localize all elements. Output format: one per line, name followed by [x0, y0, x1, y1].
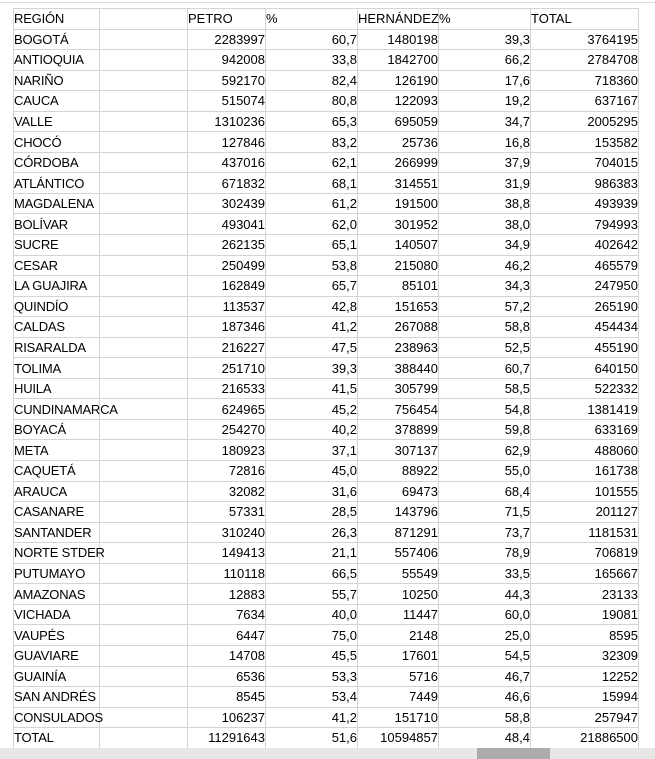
cell-spacer[interactable] — [100, 214, 188, 235]
region-row — [14, 276, 639, 297]
cell-petro[interactable]: 6536 — [188, 666, 266, 687]
cell-region[interactable]: HUILA — [14, 378, 100, 399]
cell-total[interactable]: 704015 — [531, 152, 639, 173]
cell-total[interactable]: 12252 — [531, 666, 639, 687]
cell-hernandez[interactable]: 266999 — [358, 152, 439, 173]
cell-hernandez-pct[interactable]: 46,6 — [439, 687, 531, 708]
cell-petro-pct[interactable]: 82,4 — [266, 70, 358, 91]
cell-region[interactable]: PUTUMAYO — [14, 563, 100, 584]
cell-spacer[interactable] — [100, 419, 188, 440]
cell-hernandez-pct[interactable]: 60,7 — [439, 358, 531, 379]
header-spacer[interactable] — [100, 9, 188, 30]
region-row — [14, 687, 639, 708]
cell-spacer[interactable] — [100, 645, 188, 666]
cell-spacer[interactable] — [100, 687, 188, 708]
cell-hernandez[interactable]: 2148 — [358, 625, 439, 646]
cell-region[interactable]: NARIÑO — [14, 70, 100, 91]
cell-petro-pct[interactable]: 80,8 — [266, 91, 358, 112]
cell-spacer[interactable] — [100, 584, 188, 605]
cell-petro[interactable]: 8545 — [188, 687, 266, 708]
cell-hernandez-pct[interactable]: 66,2 — [439, 50, 531, 71]
cell-petro[interactable]: 72816 — [188, 461, 266, 482]
cell-petro-pct[interactable]: 65,1 — [266, 235, 358, 256]
cell-spacer[interactable] — [100, 70, 188, 91]
cell-hernandez-pct[interactable]: 16,8 — [439, 132, 531, 153]
cell-total[interactable]: 32309 — [531, 645, 639, 666]
region-row — [14, 707, 639, 728]
region-row — [14, 378, 639, 399]
cell-spacer[interactable] — [100, 358, 188, 379]
cell-petro-pct[interactable]: 45,5 — [266, 645, 358, 666]
cell-hernandez[interactable]: 5716 — [358, 666, 439, 687]
cell-spacer[interactable] — [100, 481, 188, 502]
cell-hernandez-pct[interactable]: 54,8 — [439, 399, 531, 420]
cell-petro-pct[interactable]: 53,8 — [266, 255, 358, 276]
cell-petro[interactable]: 216533 — [188, 378, 266, 399]
cell-spacer[interactable] — [100, 111, 188, 132]
cell-petro[interactable]: 180923 — [188, 440, 266, 461]
cell-hernandez-pct[interactable]: 58,5 — [439, 378, 531, 399]
cell-region[interactable]: SUCRE — [14, 235, 100, 256]
cell-spacer[interactable] — [100, 152, 188, 173]
cell-hernandez-pct[interactable]: 78,9 — [439, 543, 531, 564]
cell-hernandez[interactable]: 55549 — [358, 563, 439, 584]
cell-total[interactable]: 21886500 — [531, 728, 639, 749]
cell-hernandez[interactable]: 11447 — [358, 604, 439, 625]
header-total[interactable]: TOTAL — [531, 9, 639, 30]
cell-region[interactable]: TOTAL — [14, 728, 100, 749]
cell-spacer[interactable] — [100, 317, 188, 338]
cell-region[interactable]: RISARALDA — [14, 337, 100, 358]
cell-petro-pct[interactable]: 65,3 — [266, 111, 358, 132]
cell-petro[interactable]: 251710 — [188, 358, 266, 379]
region-row — [14, 29, 639, 50]
cell-spacer[interactable] — [100, 193, 188, 214]
cell-hernandez-pct[interactable]: 37,9 — [439, 152, 531, 173]
cell-total[interactable]: 633169 — [531, 419, 639, 440]
cell-hernandez[interactable]: 238963 — [358, 337, 439, 358]
region-row — [14, 419, 639, 440]
cell-total[interactable]: 23133 — [531, 584, 639, 605]
cell-region[interactable]: VAUPÉS — [14, 625, 100, 646]
cell-hernandez[interactable]: 305799 — [358, 378, 439, 399]
region-row — [14, 522, 639, 543]
cell-hernandez-pct[interactable]: 17,6 — [439, 70, 531, 91]
cell-hernandez[interactable]: 1842700 — [358, 50, 439, 71]
cell-petro-pct[interactable]: 26,3 — [266, 522, 358, 543]
cell-hernandez[interactable]: 126190 — [358, 70, 439, 91]
cell-petro-pct[interactable]: 42,8 — [266, 296, 358, 317]
cell-petro[interactable]: 162849 — [188, 276, 266, 297]
region-row — [14, 214, 639, 235]
region-row — [14, 193, 639, 214]
results-table — [13, 8, 639, 749]
cell-region[interactable]: MAGDALENA — [14, 193, 100, 214]
cell-region[interactable]: VICHADA — [14, 604, 100, 625]
cell-hernandez-pct[interactable]: 33,5 — [439, 563, 531, 584]
cell-hernandez[interactable]: 151710 — [358, 707, 439, 728]
horizontal-scrollbar[interactable] — [0, 748, 655, 759]
cell-petro[interactable]: 6447 — [188, 625, 266, 646]
total-row — [14, 728, 639, 749]
cell-total[interactable]: 637167 — [531, 91, 639, 112]
cell-hernandez[interactable]: 557406 — [358, 543, 439, 564]
region-row — [14, 502, 639, 523]
cell-petro-pct[interactable]: 40,0 — [266, 604, 358, 625]
cell-petro[interactable]: 671832 — [188, 173, 266, 194]
cell-hernandez[interactable]: 871291 — [358, 522, 439, 543]
region-row — [14, 563, 639, 584]
cell-petro[interactable]: 1310236 — [188, 111, 266, 132]
cell-hernandez[interactable]: 10250 — [358, 584, 439, 605]
cell-hernandez-pct[interactable]: 38,8 — [439, 193, 531, 214]
cell-hernandez-pct[interactable]: 48,4 — [439, 728, 531, 749]
header-region[interactable]: REGIÓN — [14, 9, 100, 30]
cell-petro[interactable]: 254270 — [188, 419, 266, 440]
cell-petro-pct[interactable]: 39,3 — [266, 358, 358, 379]
cell-petro[interactable]: 302439 — [188, 193, 266, 214]
cell-petro-pct[interactable]: 51,6 — [266, 728, 358, 749]
region-row — [14, 461, 639, 482]
cell-petro-pct[interactable]: 31,6 — [266, 481, 358, 502]
cell-petro[interactable]: 32082 — [188, 481, 266, 502]
cell-region[interactable]: CHOCÓ — [14, 132, 100, 153]
cell-region[interactable]: CÓRDOBA — [14, 152, 100, 173]
cell-region[interactable]: SANTANDER — [14, 522, 100, 543]
cell-region[interactable]: SAN ANDRÉS — [14, 687, 100, 708]
cell-hernandez-pct[interactable]: 46,7 — [439, 666, 531, 687]
cell-spacer[interactable] — [100, 707, 188, 728]
cell-petro-pct[interactable]: 37,1 — [266, 440, 358, 461]
cell-petro-pct[interactable]: 65,7 — [266, 276, 358, 297]
cell-petro-pct[interactable]: 68,1 — [266, 173, 358, 194]
cell-hernandez[interactable]: 88922 — [358, 461, 439, 482]
cell-region[interactable]: ANTIOQUIA — [14, 50, 100, 71]
cell-total[interactable]: 153582 — [531, 132, 639, 153]
cell-hernandez-pct[interactable]: 68,4 — [439, 481, 531, 502]
cell-hernandez[interactable]: 85101 — [358, 276, 439, 297]
cell-petro[interactable]: 149413 — [188, 543, 266, 564]
scrollbar-thumb[interactable] — [477, 748, 550, 759]
cell-hernandez[interactable]: 388440 — [358, 358, 439, 379]
region-row — [14, 399, 639, 420]
cell-hernandez[interactable]: 69473 — [358, 481, 439, 502]
cell-petro-pct[interactable]: 62,1 — [266, 152, 358, 173]
cell-hernandez-pct[interactable]: 39,3 — [439, 29, 531, 50]
cell-petro[interactable]: 187346 — [188, 317, 266, 338]
cell-spacer[interactable] — [100, 91, 188, 112]
cell-hernandez[interactable]: 314551 — [358, 173, 439, 194]
cell-petro-pct[interactable]: 83,2 — [266, 132, 358, 153]
region-row — [14, 296, 639, 317]
region-row — [14, 132, 639, 153]
cell-hernandez-pct[interactable]: 73,7 — [439, 522, 531, 543]
cell-petro[interactable]: 493041 — [188, 214, 266, 235]
cell-total[interactable]: 161738 — [531, 461, 639, 482]
cell-total[interactable]: 718360 — [531, 70, 639, 91]
cell-spacer[interactable] — [100, 50, 188, 71]
region-row — [14, 645, 639, 666]
cell-petro-pct[interactable]: 53,3 — [266, 666, 358, 687]
region-row — [14, 91, 639, 112]
cell-total[interactable]: 706819 — [531, 543, 639, 564]
cell-total[interactable]: 101555 — [531, 481, 639, 502]
cell-region[interactable]: ATLÁNTICO — [14, 173, 100, 194]
region-row — [14, 111, 639, 132]
cell-hernandez[interactable]: 301952 — [358, 214, 439, 235]
region-row — [14, 152, 639, 173]
region-row — [14, 543, 639, 564]
cell-total[interactable]: 19081 — [531, 604, 639, 625]
cell-hernandez[interactable]: 140507 — [358, 235, 439, 256]
region-row — [14, 358, 639, 379]
cell-region[interactable]: BOGOTÁ — [14, 29, 100, 50]
cell-spacer[interactable] — [100, 296, 188, 317]
region-row — [14, 235, 639, 256]
cell-hernandez-pct[interactable]: 59,8 — [439, 419, 531, 440]
cell-total[interactable]: 493939 — [531, 193, 639, 214]
cell-total[interactable]: 3764195 — [531, 29, 639, 50]
cell-total[interactable]: 402642 — [531, 235, 639, 256]
cell-hernandez-pct[interactable]: 55,0 — [439, 461, 531, 482]
cell-spacer[interactable] — [100, 378, 188, 399]
cell-spacer[interactable] — [100, 543, 188, 564]
cell-spacer[interactable] — [100, 563, 188, 584]
cell-petro[interactable]: 110118 — [188, 563, 266, 584]
cell-hernandez[interactable]: 215080 — [358, 255, 439, 276]
cell-petro-pct[interactable]: 41,5 — [266, 378, 358, 399]
cell-total[interactable]: 265190 — [531, 296, 639, 317]
header-petro[interactable]: PETRO — [188, 9, 266, 30]
cell-total[interactable]: 257947 — [531, 707, 639, 728]
cell-petro[interactable]: 14708 — [188, 645, 266, 666]
cell-petro[interactable]: 310240 — [188, 522, 266, 543]
cell-total[interactable]: 454434 — [531, 317, 639, 338]
cell-petro[interactable]: 515074 — [188, 91, 266, 112]
cell-spacer[interactable] — [100, 132, 188, 153]
cell-total[interactable]: 488060 — [531, 440, 639, 461]
cell-hernandez-pct[interactable]: 46,2 — [439, 255, 531, 276]
cell-petro[interactable]: 11291643 — [188, 728, 266, 749]
cell-petro-pct[interactable]: 66,5 — [266, 563, 358, 584]
cell-region[interactable]: GUAVIARE — [14, 645, 100, 666]
cell-petro[interactable]: 262135 — [188, 235, 266, 256]
cell-spacer[interactable] — [100, 522, 188, 543]
cell-petro[interactable]: 2283997 — [188, 29, 266, 50]
region-row — [14, 70, 639, 91]
cell-hernandez-pct[interactable]: 31,9 — [439, 173, 531, 194]
cell-petro-pct[interactable]: 33,8 — [266, 50, 358, 71]
cell-spacer[interactable] — [100, 276, 188, 297]
cell-region[interactable]: TOLIMA — [14, 358, 100, 379]
cell-region[interactable]: BOLÍVAR — [14, 214, 100, 235]
cell-total[interactable]: 247950 — [531, 276, 639, 297]
header-row — [14, 9, 639, 30]
cell-hernandez-pct[interactable]: 44,3 — [439, 584, 531, 605]
cell-hernandez[interactable]: 191500 — [358, 193, 439, 214]
cell-hernandez[interactable]: 1480198 — [358, 29, 439, 50]
cell-hernandez-pct[interactable]: 62,9 — [439, 440, 531, 461]
cell-hernandez[interactable]: 151653 — [358, 296, 439, 317]
cell-region[interactable]: QUINDÍO — [14, 296, 100, 317]
region-row — [14, 666, 639, 687]
cell-petro-pct[interactable]: 60,7 — [266, 29, 358, 50]
cell-spacer[interactable] — [100, 728, 188, 749]
cell-region[interactable]: VALLE — [14, 111, 100, 132]
cell-petro-pct[interactable]: 53,4 — [266, 687, 358, 708]
cell-total[interactable]: 465579 — [531, 255, 639, 276]
cell-region[interactable]: NORTE STDER — [14, 543, 100, 564]
cell-total[interactable]: 794993 — [531, 214, 639, 235]
cell-hernandez[interactable]: 10594857 — [358, 728, 439, 749]
region-row — [14, 50, 639, 71]
cell-petro[interactable]: 7634 — [188, 604, 266, 625]
cell-spacer[interactable] — [100, 666, 188, 687]
cell-hernandez-pct[interactable]: 60,0 — [439, 604, 531, 625]
cell-spacer[interactable] — [100, 235, 188, 256]
cell-hernandez[interactable]: 17601 — [358, 645, 439, 666]
cell-region[interactable]: CONSULADOS — [14, 707, 100, 728]
cell-petro-pct[interactable]: 47,5 — [266, 337, 358, 358]
cell-petro-pct[interactable]: 41,2 — [266, 707, 358, 728]
cell-spacer[interactable] — [100, 625, 188, 646]
cell-spacer[interactable] — [100, 255, 188, 276]
cell-region[interactable]: LA GUAJIRA — [14, 276, 100, 297]
cell-hernandez-pct[interactable]: 34,9 — [439, 235, 531, 256]
cell-hernandez-pct[interactable]: 38,0 — [439, 214, 531, 235]
cell-region[interactable]: ARAUCA — [14, 481, 100, 502]
cell-hernandez-pct[interactable]: 58,8 — [439, 707, 531, 728]
cell-spacer[interactable] — [100, 502, 188, 523]
cell-total[interactable]: 2005295 — [531, 111, 639, 132]
cell-total[interactable]: 986383 — [531, 173, 639, 194]
cell-hernandez-pct[interactable]: 34,7 — [439, 111, 531, 132]
cell-total[interactable]: 15994 — [531, 687, 639, 708]
cell-region[interactable]: META — [14, 440, 100, 461]
cell-hernandez[interactable]: 307137 — [358, 440, 439, 461]
cell-hernandez-pct[interactable]: 54,5 — [439, 645, 531, 666]
cell-spacer[interactable] — [100, 29, 188, 50]
cell-region[interactable]: GUAINÍA — [14, 666, 100, 687]
cell-total[interactable]: 522332 — [531, 378, 639, 399]
region-row — [14, 317, 639, 338]
cell-petro[interactable]: 216227 — [188, 337, 266, 358]
cell-region[interactable]: CAUCA — [14, 91, 100, 112]
cell-total[interactable]: 2784708 — [531, 50, 639, 71]
cell-petro[interactable]: 592170 — [188, 70, 266, 91]
cell-petro[interactable]: 942008 — [188, 50, 266, 71]
cell-hernandez-pct[interactable]: 58,8 — [439, 317, 531, 338]
cell-region[interactable]: BOYACÁ — [14, 419, 100, 440]
region-row — [14, 584, 639, 605]
cell-petro[interactable]: 250499 — [188, 255, 266, 276]
cell-petro[interactable]: 12883 — [188, 584, 266, 605]
cell-region[interactable]: CUNDINAMARCA — [14, 399, 100, 420]
cell-total[interactable]: 8595 — [531, 625, 639, 646]
cell-petro-pct[interactable]: 61,2 — [266, 193, 358, 214]
cell-hernandez-pct[interactable]: 25,0 — [439, 625, 531, 646]
cell-petro-pct[interactable]: 21,1 — [266, 543, 358, 564]
cell-spacer[interactable] — [100, 337, 188, 358]
cell-spacer[interactable] — [100, 461, 188, 482]
cell-petro-pct[interactable]: 45,2 — [266, 399, 358, 420]
cell-region[interactable]: AMAZONAS — [14, 584, 100, 605]
cell-hernandez[interactable]: 122093 — [358, 91, 439, 112]
cell-hernandez-pct[interactable]: 57,2 — [439, 296, 531, 317]
cell-petro-pct[interactable]: 75,0 — [266, 625, 358, 646]
cell-hernandez[interactable]: 756454 — [358, 399, 439, 420]
region-row — [14, 173, 639, 194]
cell-total[interactable]: 1381419 — [531, 399, 639, 420]
cell-region[interactable]: CESAR — [14, 255, 100, 276]
region-row — [14, 625, 639, 646]
header-hernandez[interactable]: HERNÁNDEZ — [358, 9, 439, 30]
cell-petro-pct[interactable]: 28,5 — [266, 502, 358, 523]
cell-petro[interactable]: 106237 — [188, 707, 266, 728]
region-row — [14, 440, 639, 461]
cell-region[interactable]: CALDAS — [14, 317, 100, 338]
region-row — [14, 255, 639, 276]
header-hernandez-pct[interactable]: % — [439, 9, 531, 30]
cell-petro[interactable]: 624965 — [188, 399, 266, 420]
cell-spacer[interactable] — [100, 173, 188, 194]
cell-petro[interactable]: 437016 — [188, 152, 266, 173]
cell-total[interactable]: 640150 — [531, 358, 639, 379]
cell-spacer[interactable] — [100, 440, 188, 461]
cell-hernandez-pct[interactable]: 19,2 — [439, 91, 531, 112]
region-row — [14, 481, 639, 502]
cell-hernandez[interactable]: 7449 — [358, 687, 439, 708]
cell-spacer[interactable] — [100, 604, 188, 625]
cell-petro-pct[interactable]: 45,0 — [266, 461, 358, 482]
cell-total[interactable]: 201127 — [531, 502, 639, 523]
cell-petro-pct[interactable]: 55,7 — [266, 584, 358, 605]
cell-hernandez[interactable]: 695059 — [358, 111, 439, 132]
cell-hernandez-pct[interactable]: 34,3 — [439, 276, 531, 297]
cell-total[interactable]: 1181531 — [531, 522, 639, 543]
cell-hernandez[interactable]: 25736 — [358, 132, 439, 153]
cell-hernandez[interactable]: 143796 — [358, 502, 439, 523]
cell-total[interactable]: 455190 — [531, 337, 639, 358]
cell-petro-pct[interactable]: 41,2 — [266, 317, 358, 338]
cell-petro[interactable]: 57331 — [188, 502, 266, 523]
cell-hernandez-pct[interactable]: 52,5 — [439, 337, 531, 358]
cell-hernandez[interactable]: 267088 — [358, 317, 439, 338]
cell-hernandez[interactable]: 378899 — [358, 419, 439, 440]
cell-petro-pct[interactable]: 40,2 — [266, 419, 358, 440]
region-row — [14, 337, 639, 358]
cell-hernandez-pct[interactable]: 71,5 — [439, 502, 531, 523]
header-petro-pct[interactable]: % — [266, 9, 358, 30]
cell-petro[interactable]: 113537 — [188, 296, 266, 317]
region-row — [14, 604, 639, 625]
cell-region[interactable]: CAQUETÁ — [14, 461, 100, 482]
top-gridline — [0, 2, 655, 3]
cell-region[interactable]: CASANARE — [14, 502, 100, 523]
cell-petro-pct[interactable]: 62,0 — [266, 214, 358, 235]
cell-total[interactable]: 165667 — [531, 563, 639, 584]
cell-petro[interactable]: 127846 — [188, 132, 266, 153]
